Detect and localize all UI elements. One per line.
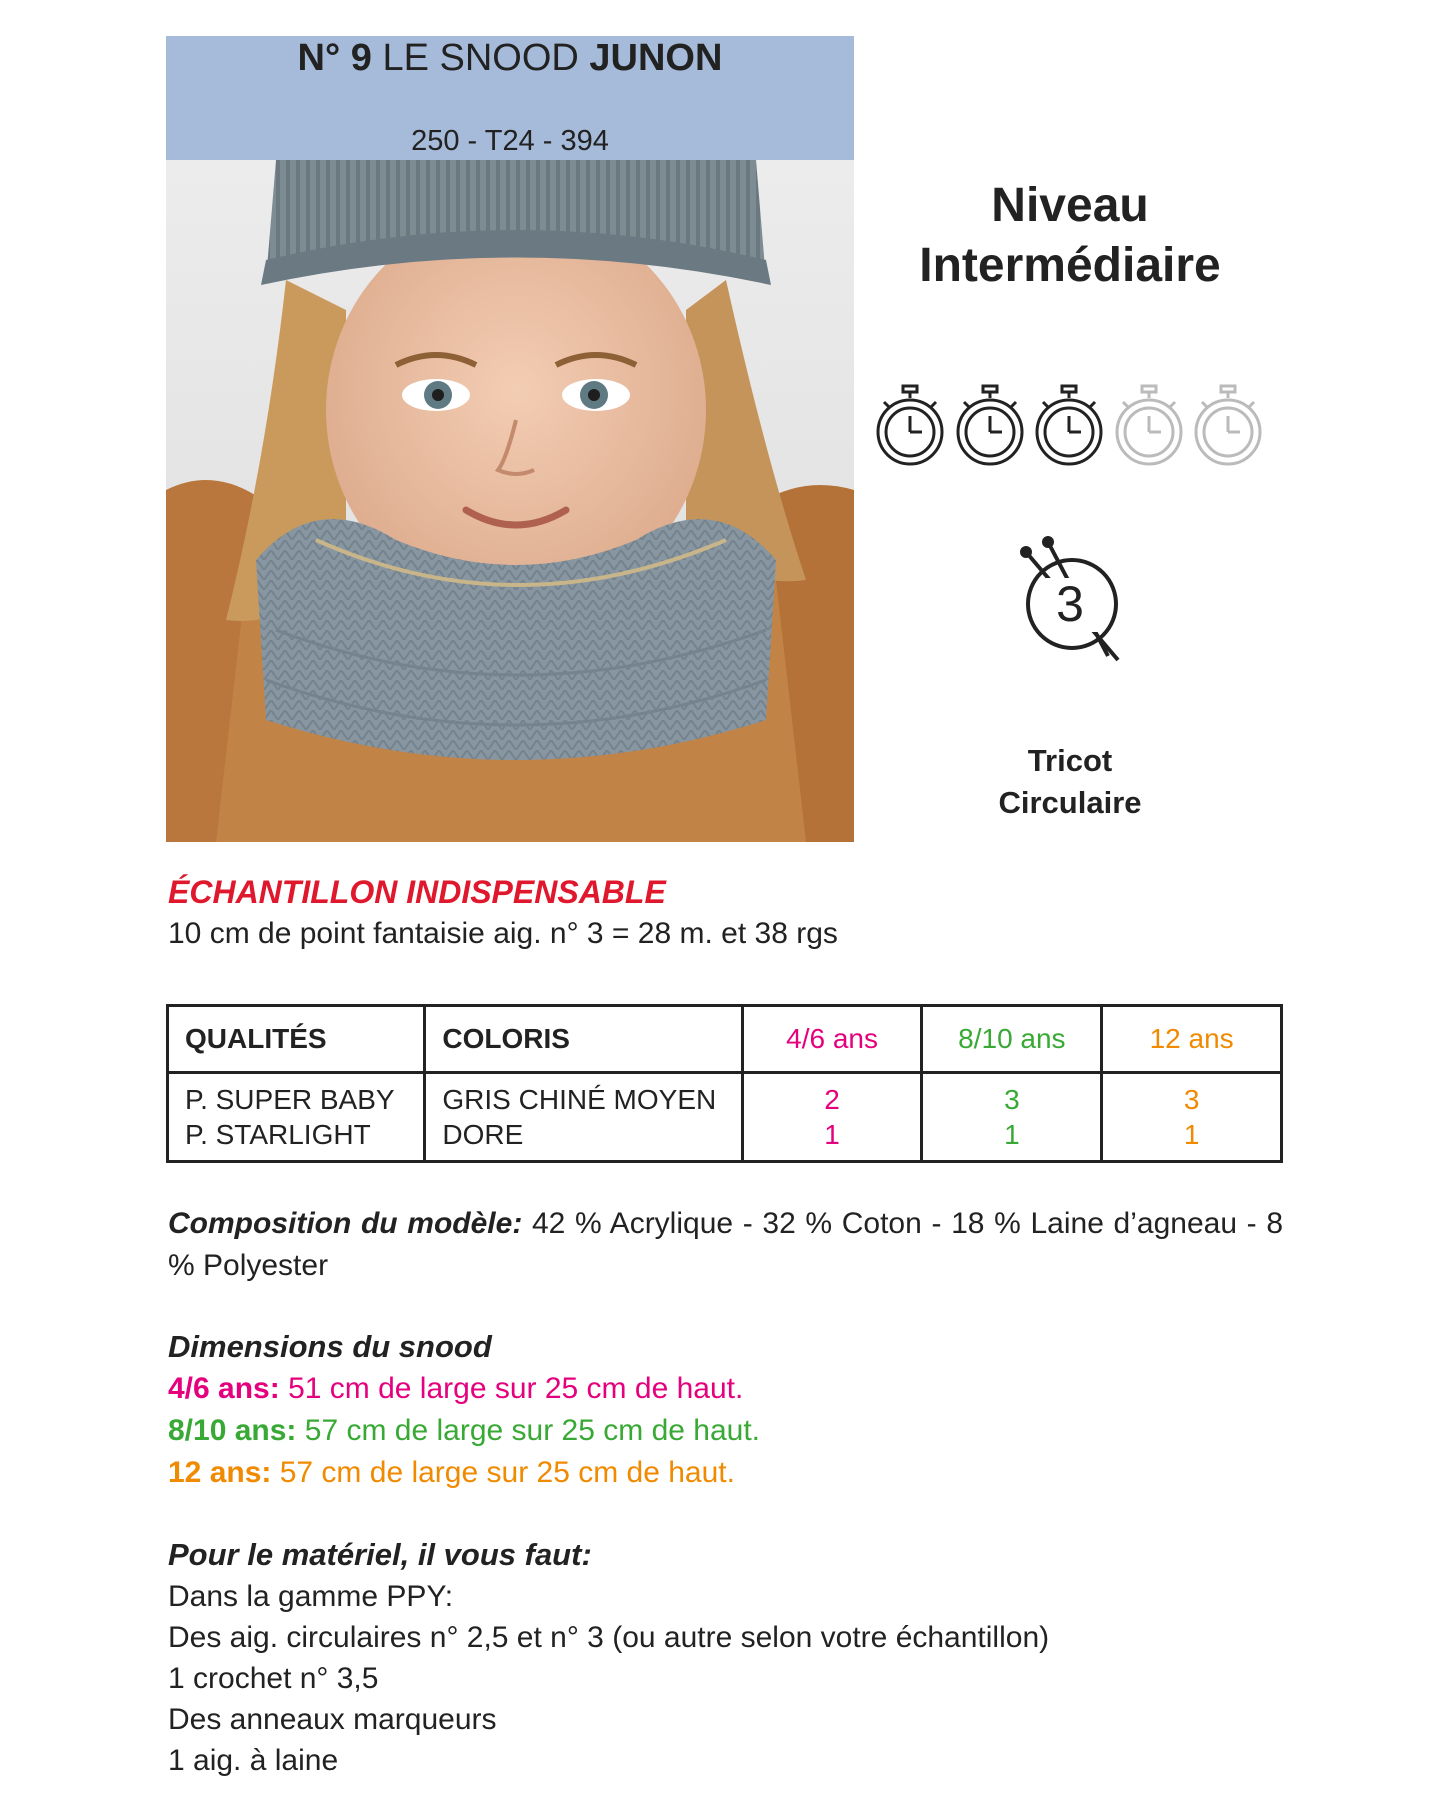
dimension-text: 57 cm de large sur 25 cm de haut. [271,1456,735,1489]
dimension-text: 57 cm de large sur 25 cm de haut. [296,1414,761,1447]
composition-label: Composition du modèle: [168,1207,523,1240]
technique-line1: Tricot [1027,743,1113,778]
color-name: GRIS CHINÉ MOYEN [442,1084,717,1115]
quantity: 2 [824,1084,840,1115]
quality-name: P. STARLIGHT [185,1119,371,1150]
dimension-line-12 [168,1453,735,1493]
header-size-4-6: 4/6 ans [742,1006,922,1073]
pattern-references: 250 - T24 - 394 [411,125,609,157]
dimension-line-4-6 [168,1369,743,1409]
dimension-line-8-10 [168,1411,760,1451]
title-band [166,36,854,160]
quantity: 1 [1004,1119,1020,1150]
stopwatch-icon [874,384,946,468]
level-label: Niveau [991,179,1149,232]
header-size-12: 12 ans [1102,1006,1282,1073]
table-header-row [168,1006,1282,1073]
composition-text: 42 % Acrylique - 32 % Coton - 18 % Laine d’agneau - 8 % Polyester [168,1207,1283,1282]
materials-line: Dans la gamme PPY: [168,1580,454,1613]
pattern-type: LE SNOOD [382,37,579,79]
pattern-name: JUNON [589,37,723,79]
quantity: 1 [1183,1119,1200,1150]
quantity: 1 [824,1119,840,1150]
gauge-title: ÉCHANTILLON INDISPENSABLE [168,874,666,910]
stopwatch-icon [954,384,1026,468]
yarn-table [166,1004,1283,1163]
dimensions-title: Dimensions du snood [168,1329,492,1364]
materials-line: 1 crochet n° 3,5 [168,1662,379,1695]
stopwatch-icon [1192,384,1264,468]
pattern-number: N° 9 [297,37,372,79]
model-photo [166,160,854,842]
quantity-cell-8-10 [922,1073,1102,1162]
quantity-cell-4-6 [742,1073,922,1162]
time-rating [874,384,1264,474]
dimension-size: 8/10 ans: [168,1414,297,1447]
level-value: Intermédiaire [919,239,1221,292]
pattern-title [166,36,854,80]
header-quality: QUALITÉS [168,1006,425,1073]
quantity: 3 [1004,1084,1020,1115]
dimension-text: 51 cm de large sur 25 cm de haut. [279,1372,744,1405]
table-row [168,1073,1282,1162]
materials-title: Pour le matériel, il vous faut: [168,1537,592,1572]
quality-cell [168,1073,425,1162]
technique-label [880,740,1260,824]
composition [168,1203,1283,1287]
quality-name: P. SUPER BABY [185,1084,395,1115]
materials-line: Des anneaux marqueurs [168,1703,497,1736]
difficulty-level [880,176,1260,296]
header-color: COLORIS [425,1006,742,1073]
stopwatch-icon [1033,384,1105,468]
color-name: DORE [442,1119,524,1150]
quantity: 3 [1183,1084,1200,1115]
quantity-cell-12 [1102,1073,1282,1162]
stopwatch-icon [1113,384,1185,468]
materials-line: Des aig. circulaires n° 2,5 et n° 3 (ou autre selon votre échantillon) [168,1621,1050,1654]
header-size-8-10: 8/10 ans [922,1006,1102,1073]
dimension-size: 4/6 ans: [168,1372,280,1405]
dimension-size: 12 ans: [168,1456,272,1489]
materials-line: 1 aig. à laine [168,1744,339,1777]
needle-size: 3 [1056,576,1084,632]
technique-line2: Circulaire [998,785,1142,820]
gauge-text: 10 cm de point fantaisie aig. n° 3 = 28 m. et 38 rgs [168,917,838,950]
color-cell [425,1073,742,1162]
